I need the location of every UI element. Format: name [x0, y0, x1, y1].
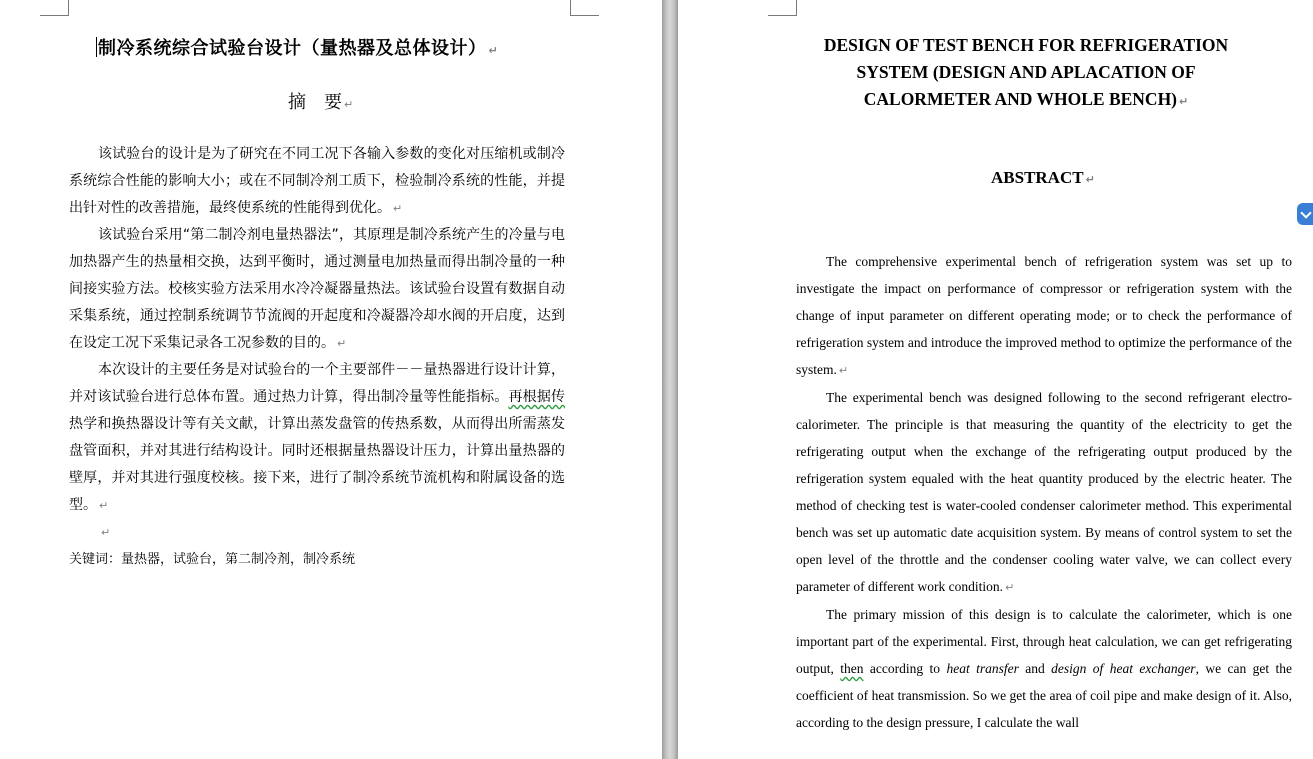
- collapse-side-tab-icon[interactable]: [1297, 203, 1313, 225]
- english-abstract-body[interactable]: [796, 248, 1292, 736]
- italic-heat-transfer: heat transfer: [946, 661, 1019, 676]
- paragraph-mark: ↵: [344, 98, 354, 111]
- english-title-line-1: DESIGN OF TEST BENCH FOR REFRIGERATION: [823, 35, 1229, 55]
- english-title-line-3: [794, 86, 1258, 115]
- chinese-title-text: 制冷系统综合试验台设计（量热器及总体设计）: [98, 38, 487, 59]
- chinese-abstract-heading: [288, 88, 353, 114]
- crop-mark-top-left: [768, 0, 797, 16]
- paragraph-mark: ↵: [1085, 173, 1095, 186]
- grammar-underline: then: [840, 661, 864, 676]
- chinese-paragraph-3: [69, 357, 565, 519]
- text-cursor: [96, 37, 97, 57]
- english-abstract-heading-text: ABSTRACT: [991, 168, 1084, 187]
- crop-mark-top-right: [570, 0, 599, 16]
- english-paragraph-3-text-c: and: [1018, 661, 1052, 676]
- chinese-abstract-heading-text: 摘 要: [288, 92, 342, 113]
- chinese-paragraph-1-text: 该试验台的设计是为了研究在不同工况下各输入参数的变化对压缩机或制冷系统综合性能的影响大小；或在不同制冷剂工质下，检验制冷系统的性能，并提出针对性的改善措施，最终使系统的性能得到优化。: [69, 146, 565, 216]
- paragraph-mark: ↵: [99, 499, 109, 512]
- english-title-line-2: SYSTEM (DESIGN AND APLACATION OF: [856, 62, 1196, 82]
- chinese-paragraph-3-text-a: 本次设计的主要任务是对试验台的一个主要部件－－量热器进行设计计算，并对该试验台进行总体布置。通过热力计算，得出制冷量等性能指标。: [69, 362, 565, 405]
- english-abstract-heading: [991, 168, 1095, 188]
- english-paragraph-2: [796, 384, 1292, 601]
- paragraph-mark: ↵: [838, 364, 849, 377]
- paragraph-mark: ↵: [337, 337, 347, 350]
- paragraph-mark: ↵: [488, 44, 499, 57]
- chinese-paragraph-2: [69, 222, 565, 357]
- crop-mark-top-left: [40, 0, 69, 16]
- english-paragraph-1: [796, 248, 1292, 384]
- chinese-title[interactable]: [96, 34, 576, 60]
- chinese-abstract-body[interactable]: [69, 141, 565, 573]
- paragraph-mark: ↵: [1179, 95, 1189, 108]
- chinese-paragraph-2-text: 该试验台采用“第二制冷剂电量热器法”，其原理是制冷系统产生的冷量与电加热器产生的热量相交换，达到平衡时，通过测量电加热量而得出制冷量的一种间接实验方法。校核实验方法采用水冷冷凝器量热法。该试验台设置有数据自动采集系统，通过控制系统调节节流阀的开起度和冷凝器冷却水阀的开启度，达到在设定工况下采集记录各工况参数的目的。: [69, 227, 565, 351]
- chinese-paragraph-3-text-b: 热学和换热器设计等有关文献，计算出蒸发盘管的传热系数，从而得出所需蒸发盘管面积，并对其进行结构设计。同时还根据量热器设计压力，计算出量热器的壁厚，并对其进行强度校核。接下来，进行了制冷系统节流机构和附属设备的选型。: [69, 416, 565, 513]
- page-gutter: [662, 0, 678, 759]
- english-paragraph-3-text-b: according to: [863, 661, 947, 676]
- english-paragraph-2-text: The experimental bench was designed following to the second refrigerant electro-calorimeter. The principle is that measuring the quantity of the electricity to get the refrigerating output when the exchange of the refrigerating output produced by the refrigeration system equaled with the heat quantity produced by the electric heater. The method of checking test is water-cooled condenser calorimeter method. This experimental bench was set up automatic date acquisition system. By means of control system to set the open level of the throttle and the condenser cooling water valve, we can collect every parameter of different work condition.: [796, 390, 1292, 594]
- english-paragraph-3-text-d: , we can get the coefficient of heat transmission. So we get the area of coil pipe and make design of it. Also, according to the design pressure, I calculate the wall: [796, 661, 1292, 730]
- english-title-line-3-text: CALORMETER AND WHOLE BENCH): [863, 89, 1178, 109]
- chinese-paragraph-1: [69, 141, 565, 222]
- english-title[interactable]: [794, 32, 1258, 115]
- empty-paragraph: [69, 519, 565, 546]
- right-page: [678, 0, 1313, 759]
- spelling-underline: 再根据传: [508, 389, 565, 405]
- english-paragraph-1-text: The comprehensive experimental bench of refrigeration system was set up to investigate the impact on performance of compressor or refrigeration system with the change of input parameter on different operating mode; or to check the performance of refrigeration system and introduce the improved method to optimize the performance of the system.: [796, 254, 1292, 377]
- chinese-keywords: 关键词：量热器，试验台，第二制冷剂，制冷系统: [69, 552, 356, 567]
- italic-design-of-heat-exchanger: design of heat exchanger: [1051, 661, 1196, 676]
- paragraph-mark: ↵: [393, 202, 403, 215]
- english-paragraph-3: [796, 601, 1292, 736]
- paragraph-mark: ↵: [1005, 581, 1015, 594]
- paragraph-mark: ↵: [101, 526, 111, 539]
- english-paragraph-3-text-a: The primary mission of this design is to calculate the calorimeter, which is one important part of the experimental. First, through heat calculation, we can get refrigerating output,: [796, 607, 1292, 676]
